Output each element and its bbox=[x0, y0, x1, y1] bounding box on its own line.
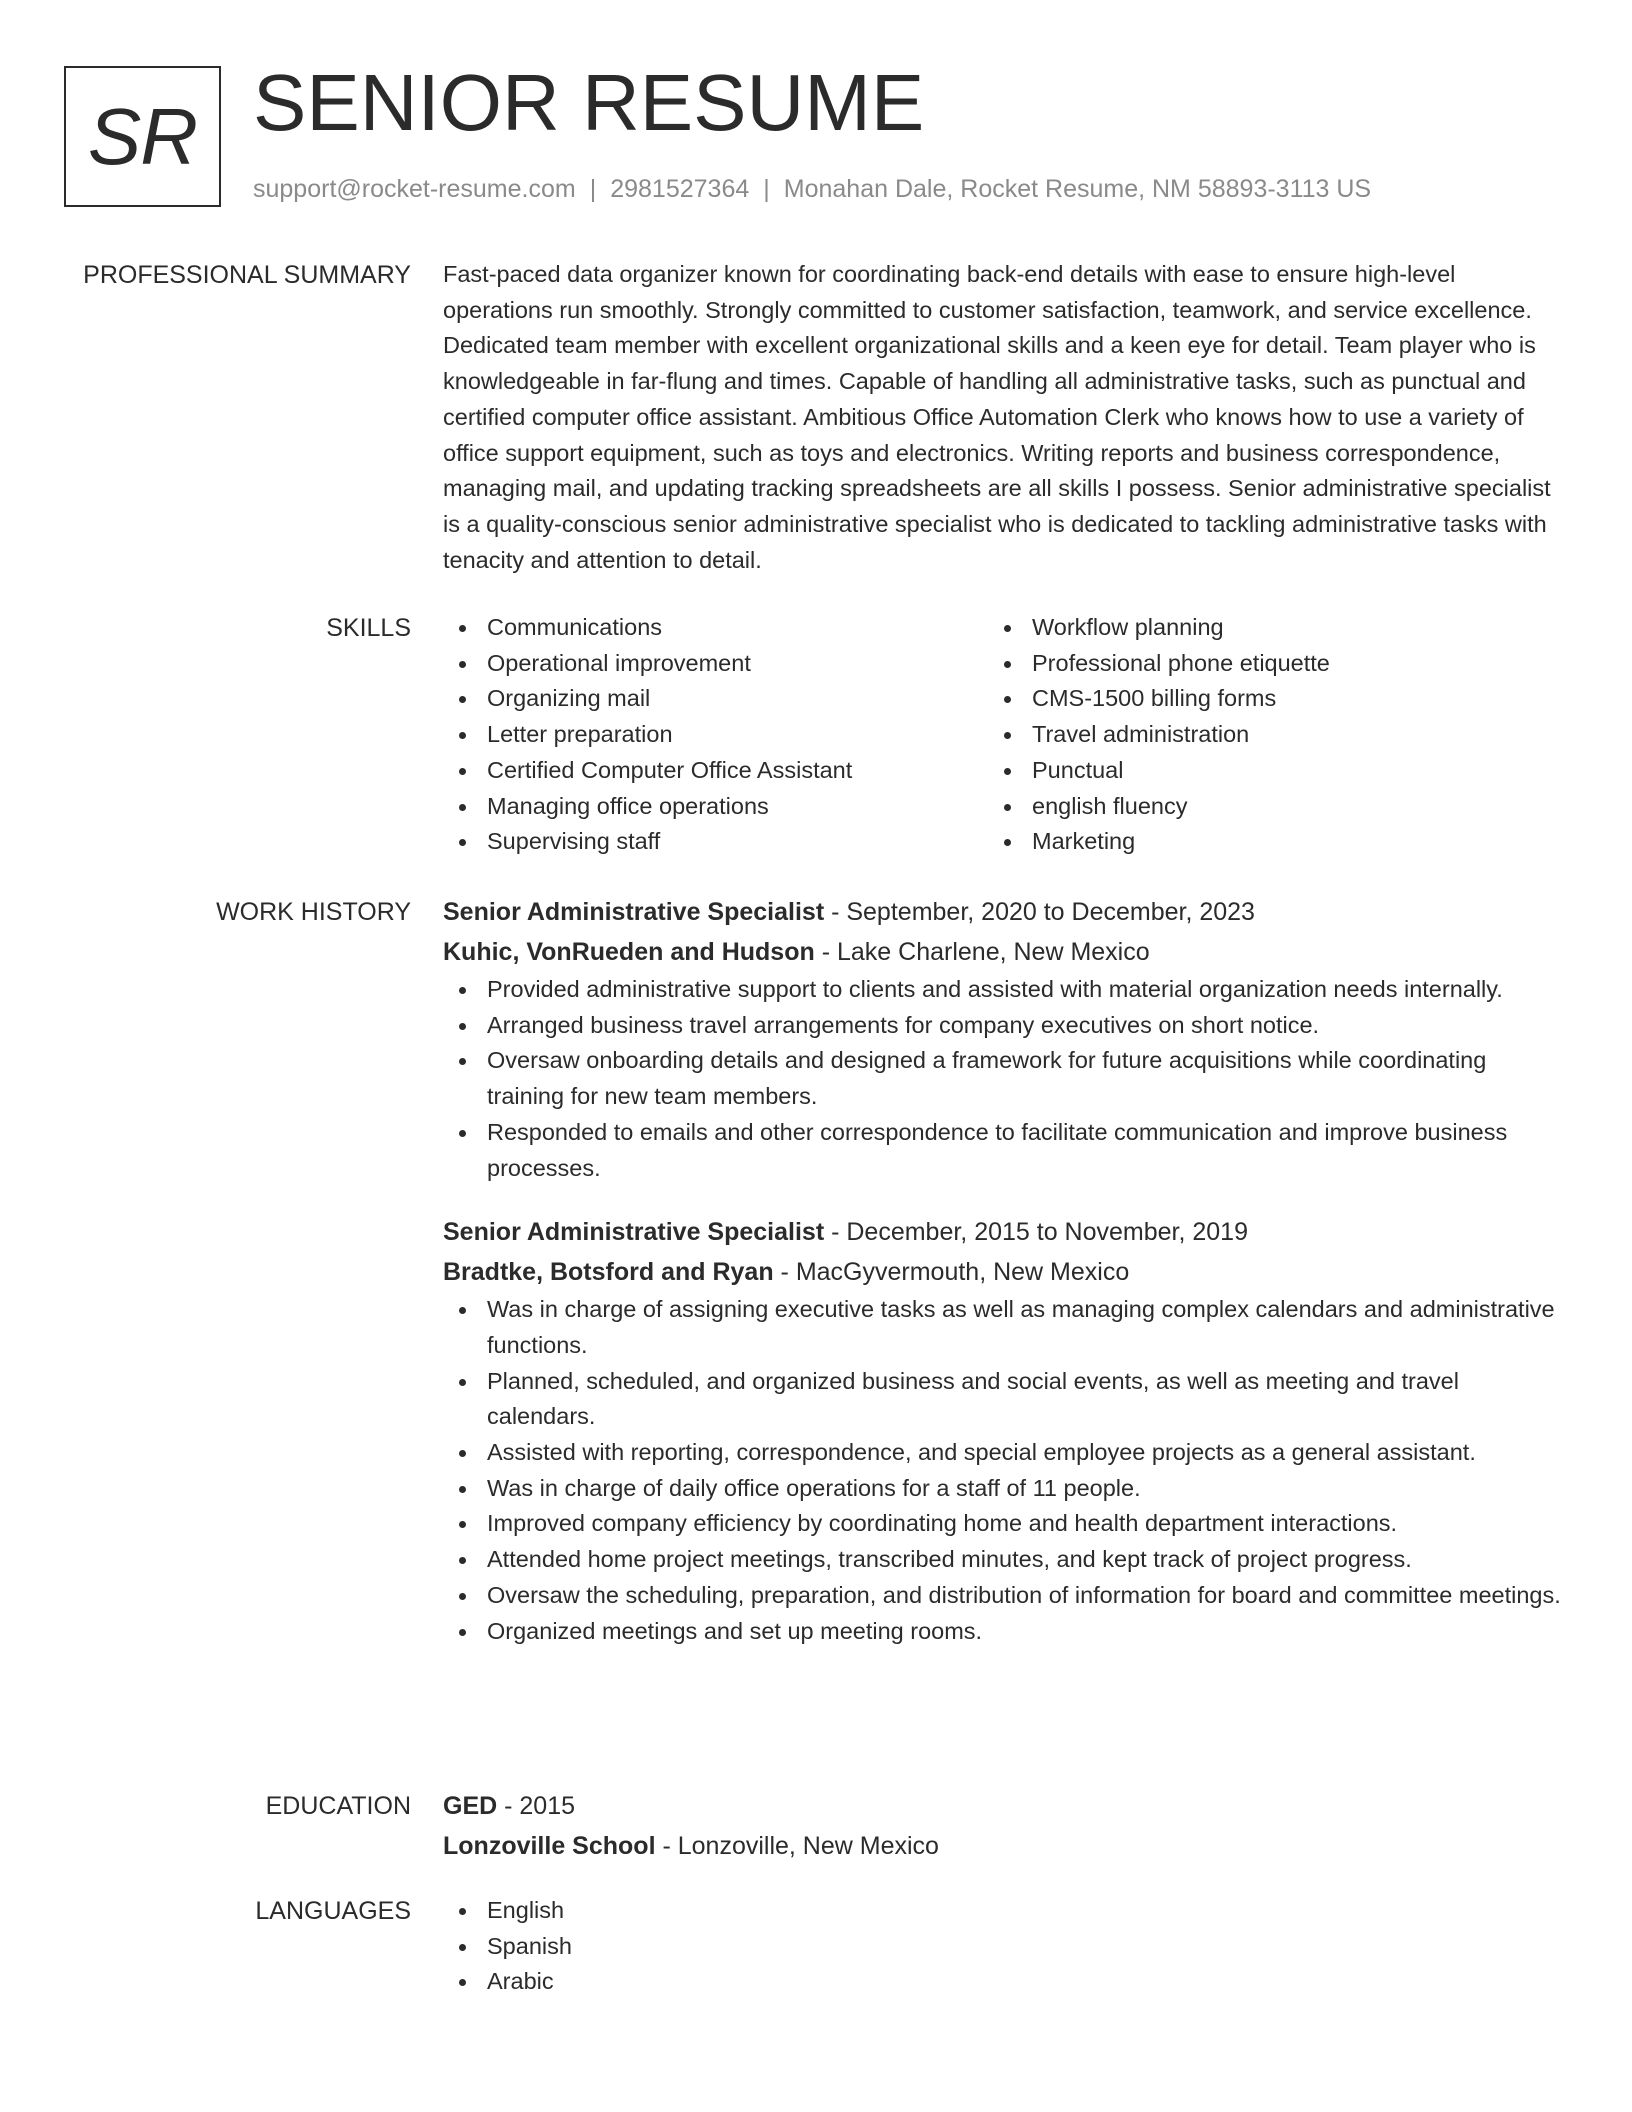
job-dates: - September, 2020 to December, 2023 bbox=[824, 898, 1255, 926]
skill-item: Supervising staff bbox=[443, 824, 988, 860]
resume-name: SENIOR RESUME bbox=[253, 58, 925, 147]
job-bullet: Was in charge of assigning executive tasks as well as managing complex calendars and administrative functions. bbox=[443, 1292, 1563, 1363]
job-role: Senior Administrative Specialist bbox=[443, 1218, 825, 1247]
skills-title: SKILLS bbox=[326, 614, 411, 642]
job-bullet: Responded to emails and other correspondence to facilitate communication and improve business processes. bbox=[443, 1115, 1563, 1186]
skill-item: Punctual bbox=[988, 753, 1533, 789]
job-company-line bbox=[443, 1252, 1563, 1292]
work-body bbox=[443, 892, 1563, 1649]
job-bullet: Planned, scheduled, and organized business and social events, as well as meeting and travel calendars. bbox=[443, 1364, 1563, 1435]
skill-item: Managing office operations bbox=[443, 789, 988, 825]
contact-separator: | bbox=[763, 175, 770, 203]
monogram-initials: SR bbox=[87, 91, 198, 181]
job-bullet: Organized meetings and set up meeting rooms. bbox=[443, 1614, 1563, 1650]
education-location: - Lonzoville, New Mexico bbox=[655, 1832, 939, 1860]
job-entry bbox=[443, 1212, 1563, 1649]
job-location: - Lake Charlene, New Mexico bbox=[814, 938, 1150, 966]
languages-list bbox=[443, 1893, 1563, 2000]
work-title: WORK HISTORY bbox=[216, 898, 411, 926]
education-body bbox=[443, 1786, 1563, 1866]
skills-grid bbox=[443, 610, 1563, 860]
summary-body bbox=[443, 257, 1563, 578]
job-role-line bbox=[443, 892, 1563, 932]
skill-item: Letter preparation bbox=[443, 717, 988, 753]
languages-title: LANGUAGES bbox=[255, 1897, 411, 1925]
job-bullet: Was in charge of daily office operations for a staff of 11 people. bbox=[443, 1471, 1563, 1507]
skills-left-list bbox=[443, 610, 988, 860]
skill-item: CMS-1500 billing forms bbox=[988, 681, 1533, 717]
education-degree-line bbox=[443, 1786, 1563, 1826]
job-company: Bradtke, Botsford and Ryan bbox=[443, 1258, 774, 1287]
skill-item: Organizing mail bbox=[443, 681, 988, 717]
job-company-line bbox=[443, 932, 1563, 972]
job-bullet: Improved company efficiency by coordinating home and health department interactions. bbox=[443, 1506, 1563, 1542]
education-degree: GED bbox=[443, 1792, 498, 1820]
job-bullet: Oversaw onboarding details and designed a framework for future acquisitions while coordinating training for new team members. bbox=[443, 1043, 1563, 1114]
education-school-line bbox=[443, 1826, 1563, 1866]
contact-line bbox=[253, 172, 1371, 206]
skill-item: english fluency bbox=[988, 789, 1533, 825]
skill-item: Marketing bbox=[988, 824, 1533, 860]
monogram-box bbox=[64, 66, 221, 207]
job-bullets bbox=[443, 1292, 1563, 1649]
job-bullet: Arranged business travel arrangements for company executives on short notice. bbox=[443, 1008, 1563, 1044]
summary-title: PROFESSIONAL SUMMARY bbox=[83, 261, 411, 289]
skills-body bbox=[443, 610, 1563, 860]
contact-address: Monahan Dale, Rocket Resume, NM 58893-3113 US bbox=[783, 175, 1372, 203]
job-company: Kuhic, VonRueden and Hudson bbox=[443, 938, 815, 966]
contact-email: support@rocket-resume.com bbox=[253, 175, 576, 203]
job-bullet: Oversaw the scheduling, preparation, and distribution of information for board and committee meetings. bbox=[443, 1578, 1563, 1614]
skill-item: Travel administration bbox=[988, 717, 1533, 753]
skill-item: Workflow planning bbox=[988, 610, 1533, 646]
job-bullet: Assisted with reporting, correspondence, and special employee projects as a general assistant. bbox=[443, 1435, 1563, 1471]
language-item: English bbox=[443, 1893, 1563, 1929]
contact-phone: 2981527364 bbox=[610, 175, 750, 203]
skill-item: Professional phone etiquette bbox=[988, 646, 1533, 682]
languages-body bbox=[443, 1893, 1563, 2000]
education-year: - 2015 bbox=[497, 1792, 576, 1820]
job-location: - MacGyvermouth, New Mexico bbox=[773, 1258, 1130, 1287]
education-school: Lonzoville School bbox=[443, 1832, 656, 1860]
language-item: Spanish bbox=[443, 1929, 1563, 1965]
education-title: EDUCATION bbox=[265, 1792, 411, 1820]
summary-text: Fast-paced data organizer known for coordinating back-end details with ease to ensure high-level operations run smoothly. Strongly committed to customer satisfaction, teamwork, and service excellence. Dedicated team member with excellent organizational skills and a keen eye for detail. Team player who is knowledgeable in far-flung and times. Capable of handling all administrative tasks, such as punctual and certified computer office assistant. Ambitious Office Automation Clerk who knows how to use a variety of office support equipment, such as toys and electronics. Writing reports and business correspondence, managing mail, and updating tracking spreadsheets are all skills I possess. Senior administrative specialist is a quality-conscious senior administrative specialist who is dedicated to tackling administrative tasks with tenacity and attention to detail. bbox=[443, 261, 1551, 573]
job-role-line bbox=[443, 1212, 1563, 1252]
skill-item: Communications bbox=[443, 610, 988, 646]
job-role: Senior Administrative Specialist bbox=[443, 898, 825, 926]
job-bullet: Provided administrative support to clients and assisted with material organization needs internally. bbox=[443, 972, 1563, 1008]
job-dates: - December, 2015 to November, 2019 bbox=[824, 1218, 1248, 1247]
skills-right-list bbox=[988, 610, 1533, 860]
job-entry bbox=[443, 892, 1563, 1186]
skill-item: Certified Computer Office Assistant bbox=[443, 753, 988, 789]
job-bullets bbox=[443, 972, 1563, 1186]
contact-separator: | bbox=[589, 175, 597, 203]
job-bullet: Attended home project meetings, transcribed minutes, and kept track of project progress. bbox=[443, 1542, 1563, 1578]
language-item: Arabic bbox=[443, 1964, 1563, 2000]
skill-item: Operational improvement bbox=[443, 646, 988, 682]
